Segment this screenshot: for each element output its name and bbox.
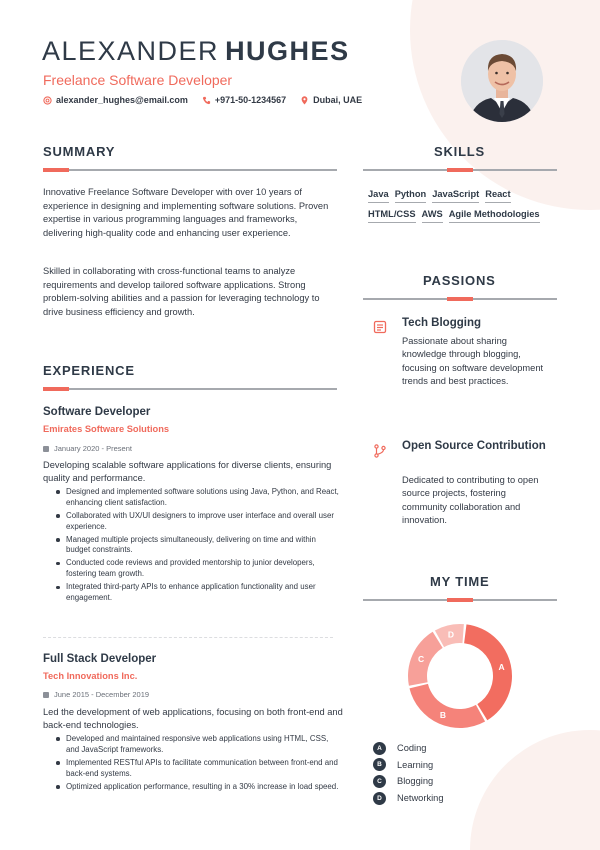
legend-marker: B <box>373 758 386 771</box>
skill-tag: React <box>485 189 510 203</box>
legend-label: Coding <box>397 743 427 754</box>
date-range: June 2015 - December 2019 <box>54 690 150 699</box>
calendar-icon <box>43 692 49 698</box>
legend-label: Learning <box>397 759 434 770</box>
date-range: January 2020 - Present <box>54 444 132 453</box>
legend-item <box>373 740 444 757</box>
passion-title: Tech Blogging <box>402 317 482 329</box>
location-pin-icon <box>300 96 309 105</box>
skill-tag: Java <box>368 189 389 203</box>
email-text: alexander_hughes@email.com <box>56 95 188 105</box>
list-item: Designed and implemented software solutions using Java, Python, and React, enhancing client satisfaction. <box>55 487 340 508</box>
donut-slice-c <box>408 632 443 686</box>
list-item: Integrated third-party APIs to enhance application functionality and user engagement. <box>55 582 340 603</box>
skill-tag: HTML/CSS <box>368 209 416 223</box>
legend-item <box>373 757 444 774</box>
section-divider <box>43 169 337 171</box>
contact-bar <box>43 95 362 105</box>
phone-text: +971-50-1234567 <box>214 95 287 105</box>
blog-icon <box>373 320 387 334</box>
job-dates <box>43 690 149 699</box>
list-item: Conducted code reviews and provided mentorship to junior developers, fostering team growth. <box>55 558 340 579</box>
job-title: Software Developer <box>43 406 151 418</box>
skill-tag: JavaScript <box>432 189 479 203</box>
section-accent <box>447 598 473 602</box>
donut-slice-b <box>409 684 485 728</box>
job-description: Developing scalable software applications for diverse clients, ensuring quality and performance. <box>43 460 332 484</box>
job-dates <box>43 444 132 453</box>
phone-icon <box>202 96 211 105</box>
at-icon <box>43 96 52 105</box>
section-accent <box>43 387 69 391</box>
legend-marker: D <box>373 792 386 805</box>
section-accent <box>43 168 69 172</box>
section-accent <box>447 297 473 301</box>
first-name: ALEXANDER <box>42 36 220 66</box>
skill-tag: Agile Methodologies <box>449 209 540 223</box>
list-item: Optimized application performance, resulting in a 30% increase in load speed. <box>55 782 340 793</box>
summary-heading: SUMMARY <box>43 144 116 159</box>
location-text: Dubai, UAE <box>313 95 363 105</box>
company-name: Emirates Software Solutions <box>43 424 170 434</box>
legend-item <box>373 773 444 790</box>
contact-phone[interactable] <box>202 95 286 105</box>
legend-marker: A <box>373 742 386 755</box>
list-item: Developed and maintained responsive web applications using HTML, CSS, and JavaScript frameworks. <box>55 734 340 755</box>
skill-tag: Python <box>395 189 427 203</box>
donut-label: D <box>447 629 455 640</box>
calendar-icon <box>43 446 49 452</box>
job-bullets <box>55 487 340 606</box>
skills-list <box>368 189 558 223</box>
donut-label: C <box>418 653 425 664</box>
last-name: HUGHES <box>225 36 350 66</box>
donut-label: B <box>439 709 446 720</box>
passion-description: Passionate about sharing knowledge through blogging, focusing on software development trends and best practices. <box>402 336 544 386</box>
job-description: Led the development of web applications, focusing on both front-end and back-end technologies. <box>43 707 343 731</box>
section-divider <box>43 388 337 390</box>
git-branch-icon <box>373 444 387 458</box>
donut-slice-a <box>464 624 512 720</box>
donut-label: A <box>498 661 505 672</box>
list-item: Managed multiple projects simultaneously, delivering on time and within budget constraints. <box>55 535 340 556</box>
passion-description: Dedicated to contributing to open source projects, fostering community collaboration and innovation. <box>402 475 539 525</box>
contact-location <box>300 95 362 105</box>
job-bullets <box>55 734 340 795</box>
summary-paragraph-2: Skilled in collaborating with cross-functional teams to analyze requirements and develop tailored software applications. Strong problem-solving abilities and a passion for leveraging technology to drive business efficiency and growth. <box>43 266 320 317</box>
chart-legend <box>373 740 444 806</box>
skills-heading: SKILLS <box>434 144 486 159</box>
list-item: Implemented RESTful APIs to facilitate communication between front-end and back-end systems. <box>55 758 340 779</box>
job-divider <box>43 637 333 638</box>
candidate-name <box>42 36 350 67</box>
profile-photo <box>461 40 543 122</box>
skill-tag: AWS <box>422 209 443 223</box>
job-title: Full Stack Developer <box>43 653 157 665</box>
legend-label: Blogging <box>397 776 434 787</box>
contact-email[interactable] <box>43 95 188 105</box>
passion-title: Open Source Contribution <box>402 440 546 452</box>
legend-label: Networking <box>397 793 444 804</box>
time-donut-chart <box>400 616 520 736</box>
company-name: Tech Innovations Inc. <box>43 671 138 681</box>
legend-item <box>373 790 444 807</box>
job-role: Freelance Software Developer <box>43 72 233 88</box>
experience-heading: EXPERIENCE <box>43 363 135 378</box>
legend-marker: C <box>373 775 386 788</box>
list-item: Collaborated with UX/UI designers to improve user interface and overall user experience. <box>55 511 340 532</box>
my-time-heading: MY TIME <box>430 574 490 589</box>
summary-paragraph-1: Innovative Freelance Software Developer with over 10 years of experience in designing and implementing software solutions. Proven expertise in various programming languages and frameworks, delivering high-quality code and enhancing user experience. <box>43 187 329 238</box>
section-accent <box>447 168 473 172</box>
passions-heading: PASSIONS <box>423 273 496 288</box>
